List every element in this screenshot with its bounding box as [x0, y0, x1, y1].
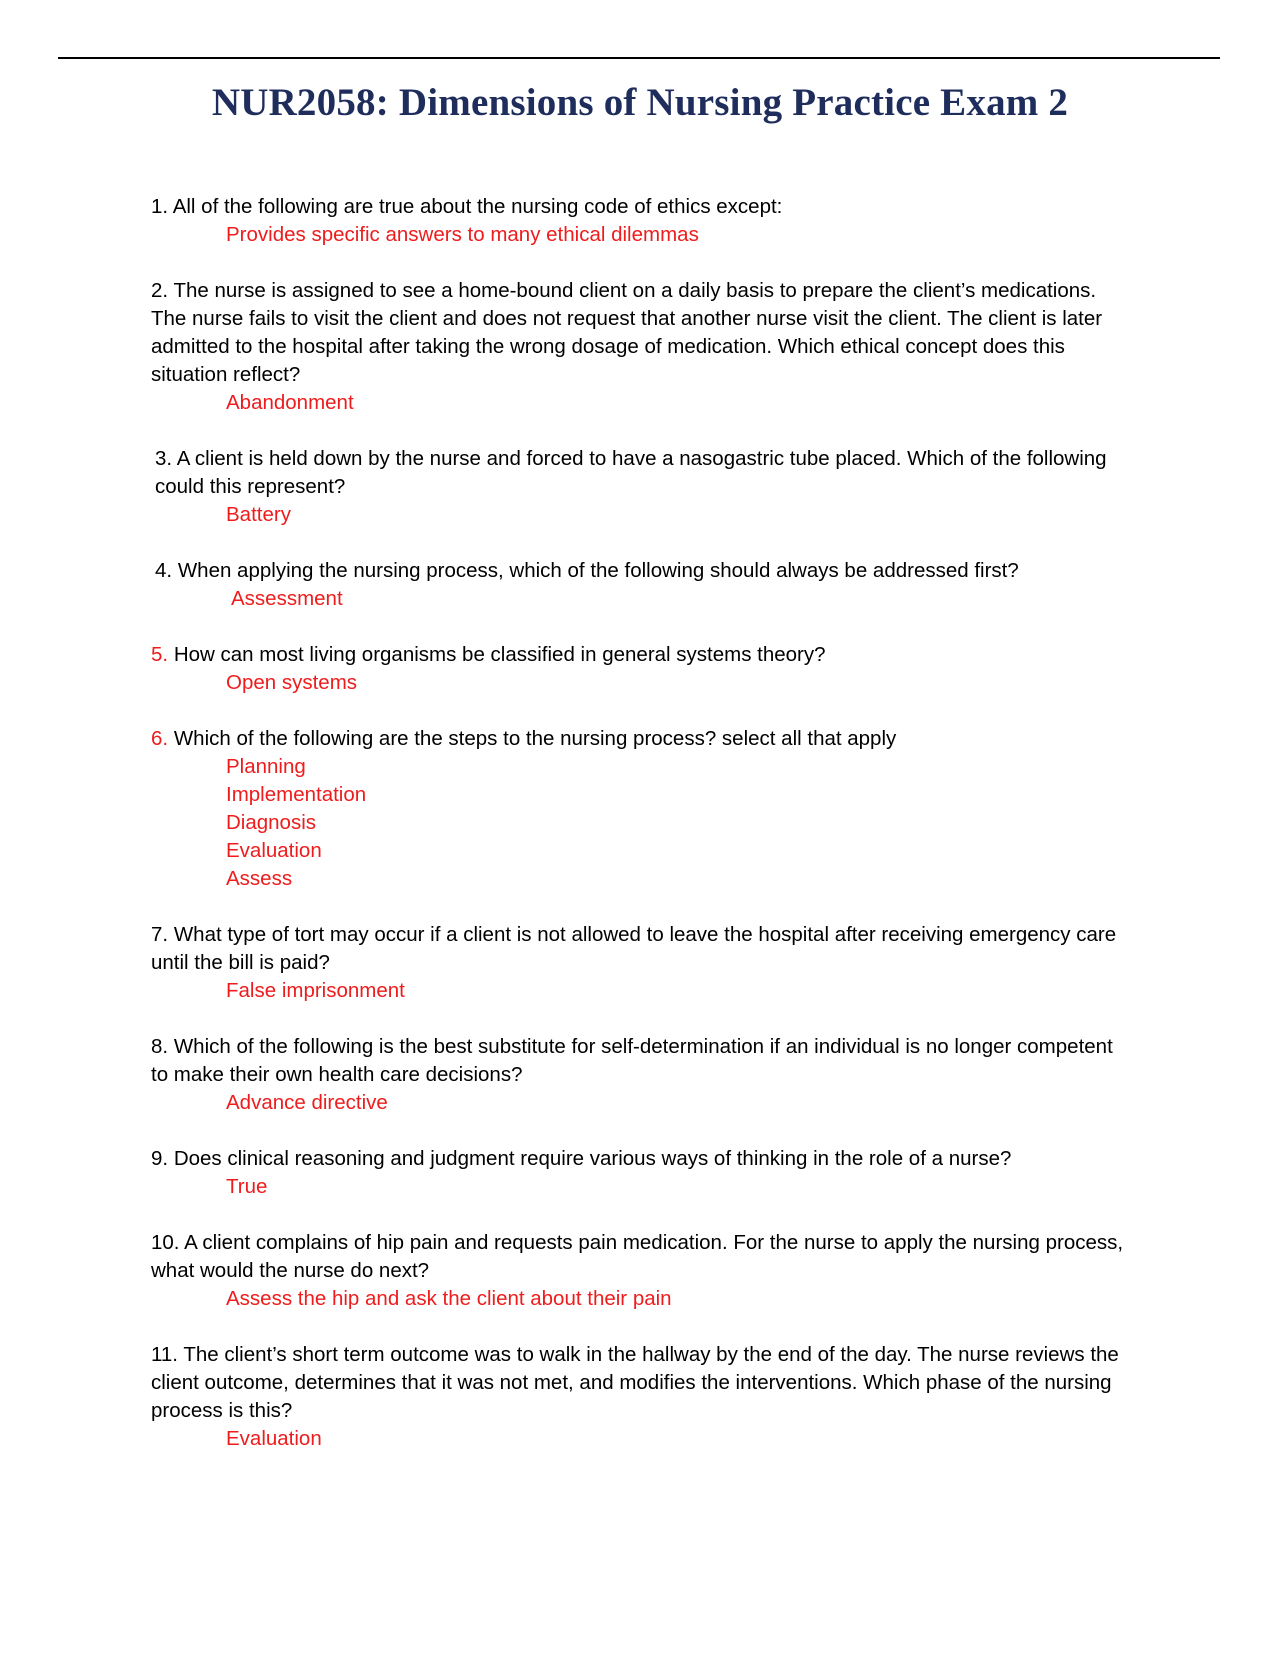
question-4-text [151, 557, 1131, 585]
question-number: 11. [151, 1343, 178, 1366]
question-10 [151, 1229, 1131, 1313]
answer: Implementation [226, 783, 367, 806]
question-5-text [151, 641, 1131, 669]
question-2-text [151, 277, 1131, 389]
question-10-text [151, 1229, 1131, 1285]
question-prompt: When applying the nursing process, which of the following should always be addressed first? [177, 559, 1019, 582]
question-2 [151, 277, 1131, 417]
answer: Assessment [231, 587, 343, 610]
question-number: 2. [151, 279, 169, 302]
question-3 [151, 445, 1131, 529]
question-number: 1. [151, 195, 169, 218]
question-prompt: All of the following are true about the nursing code of ethics except: [172, 195, 783, 218]
question-11 [151, 1341, 1131, 1453]
question-3-text [151, 445, 1131, 501]
question-prompt: Which of the following is the best substitute for self-determination if an individual is no longer competent to make their own health care decisions? [151, 1035, 1113, 1086]
question-1 [151, 193, 1131, 249]
answer: Open systems [226, 671, 358, 694]
question-prompt: A client complains of hip pain and requests pain medication. For the nurse to apply the nursing process, what would the nurse do next? [151, 1231, 1124, 1282]
answer: Advance directive [226, 1091, 388, 1114]
question-11-text [151, 1341, 1131, 1425]
question-5 [151, 641, 1131, 697]
question-number: 5. [151, 643, 169, 666]
answer: False imprisonment [226, 979, 405, 1002]
top-rule [58, 57, 1220, 59]
question-prompt: Does clinical reasoning and judgment require various ways of thinking in the role of a nurse? [173, 1147, 1012, 1170]
question-prompt: The client’s short term outcome was to walk in the hallway by the end of the day. The nurse reviews the client outcome, determines that it was not met, and modifies the interventions. Which phase of the nursing process is this? [151, 1343, 1119, 1422]
question-6-text [151, 725, 1131, 753]
answer: Assess the hip and ask the client about their pain [226, 1287, 672, 1310]
question-7 [151, 921, 1131, 1005]
question-number: 3. [155, 447, 173, 470]
answer: Planning [226, 755, 306, 778]
question-prompt: How can most living organisms be classified in general systems theory? [173, 643, 826, 666]
answer: Battery [226, 503, 291, 526]
question-6 [151, 725, 1131, 893]
answer: Evaluation [226, 1427, 322, 1450]
question-prompt: The nurse is assigned to see a home-bound client on a daily basis to prepare the client’s medications. The nurse fails to visit the client and does not request that another nurse visit the client. The client is later admitted to the hospital after taking the wrong dosage of medication. Which ethical concept does this situation reflect? [151, 279, 1103, 386]
question-list [151, 193, 1131, 1481]
question-number: 8. [151, 1035, 169, 1058]
question-1-text [151, 193, 1131, 221]
answer: Abandonment [226, 391, 354, 414]
question-number: 10. [151, 1231, 180, 1254]
question-8 [151, 1033, 1131, 1117]
question-number: 6. [151, 727, 169, 750]
page-title: NUR2058: Dimensions of Nursing Practice Exam 2 [211, 81, 1069, 124]
question-7-text [151, 921, 1131, 977]
question-8-text [151, 1033, 1131, 1089]
question-9 [151, 1145, 1131, 1201]
question-4 [151, 557, 1131, 613]
answer: Provides specific answers to many ethical dilemmas [226, 223, 699, 246]
question-number: 9. [151, 1147, 169, 1170]
answer: True [226, 1175, 268, 1198]
answer: Evaluation [226, 839, 322, 862]
question-prompt: What type of tort may occur if a client is not allowed to leave the hospital after receiving emergency care until the bill is paid? [151, 923, 1117, 974]
question-prompt: Which of the following are the steps to the nursing process? select all that apply [173, 727, 897, 750]
question-number: 7. [151, 923, 169, 946]
answer: Assess [226, 867, 293, 890]
question-number: 4. [155, 559, 173, 582]
question-prompt: A client is held down by the nurse and forced to have a nasogastric tube placed. Which of the following could this represent? [155, 447, 1107, 498]
answer: Diagnosis [226, 811, 317, 834]
question-9-text [151, 1145, 1131, 1173]
